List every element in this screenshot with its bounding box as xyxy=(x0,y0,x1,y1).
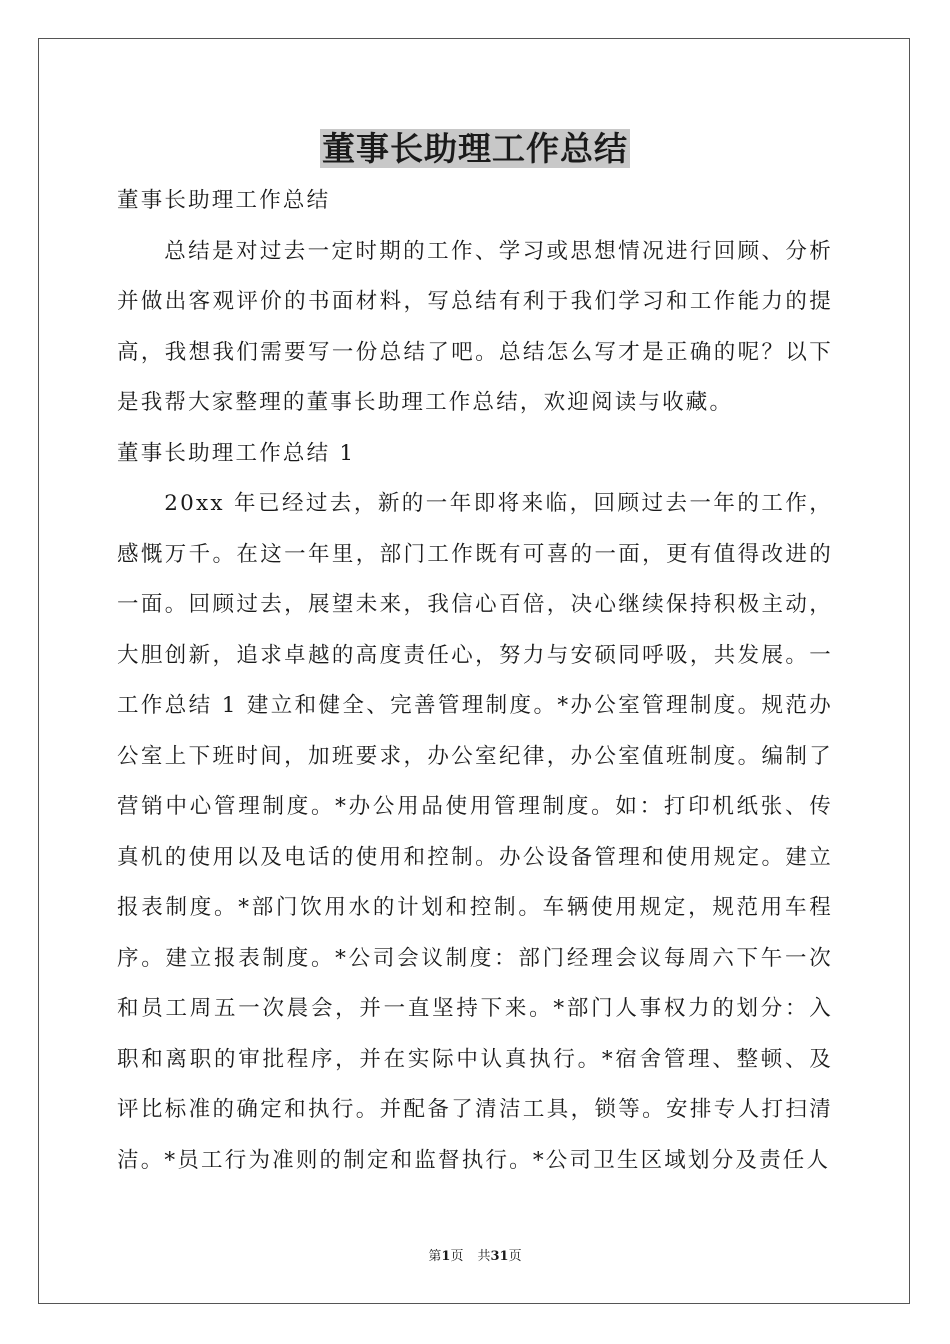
section-paragraph: 20xx 年已经过去，新的一年即将来临，回顾过去一年的工作，感慨万千。在这一年里，部门工作既有可喜的一面，更有值得改进的一面。回顾过去，展望未来，我信心百倍，决心继续保持积极主动，大胆创新，追求卓越的高度责任心，努力与安硕同呼吸，共发展。一工作总结 1 建立和健全、完善管理制度。*办公室管理制度。规范办公室上下班时间，加班要求，办公室纪律，办公室值班制度。编制了营销中心管理制度。*办公用品使用管理制度。如：打印机纸张、传真机的使用以及电话的使用和控制。办公设备管理和使用规定。建立报表制度。*部门饮用水的计划和控制。车辆使用规定，规范用车程序。建立报表制度。*公司会议制度：部门经理会议每周六下午一次和员工周五一次晨会，并一直坚持下来。*部门人事权力的划分：入职和离职的审批程序，并在实际中认真执行。*宿舍管理、整顿、及评比标准的确定和执行。并配备了清洁工具，锁等。安排专人打扫清洁。*员工行为准则的制定和监督执行。*公司卫生区域划分及责任人 xyxy=(117,491,833,1173)
subtitle-paragraph: 董事长助理工作总结 xyxy=(117,188,331,213)
document-body xyxy=(117,176,833,1186)
total-suffix: 页 xyxy=(508,1249,522,1264)
page-total: 31 xyxy=(490,1249,509,1264)
page-prefix: 第 xyxy=(428,1249,442,1264)
section-heading: 董事长助理工作总结 1 xyxy=(117,440,356,466)
document-title xyxy=(0,124,950,174)
page-footer xyxy=(0,1248,950,1266)
total-prefix: 共 xyxy=(477,1249,491,1264)
page-number: 1 xyxy=(441,1249,451,1264)
document-title-text: 董事长助理工作总结 xyxy=(322,129,628,168)
intro-paragraph: 总结是对过去一定时期的工作、学习或思想情况进行回顾、分析并做出客观评价的书面材料，写总结有利于我们学习和工作能力的提高，我想我们需要写一份总结了吧。总结怎么写才是正确的呢？以下是我帮大家整理的董事长助理工作总结，欢迎阅读与收藏。 xyxy=(117,238,833,415)
page-suffix: 页 xyxy=(450,1249,464,1264)
